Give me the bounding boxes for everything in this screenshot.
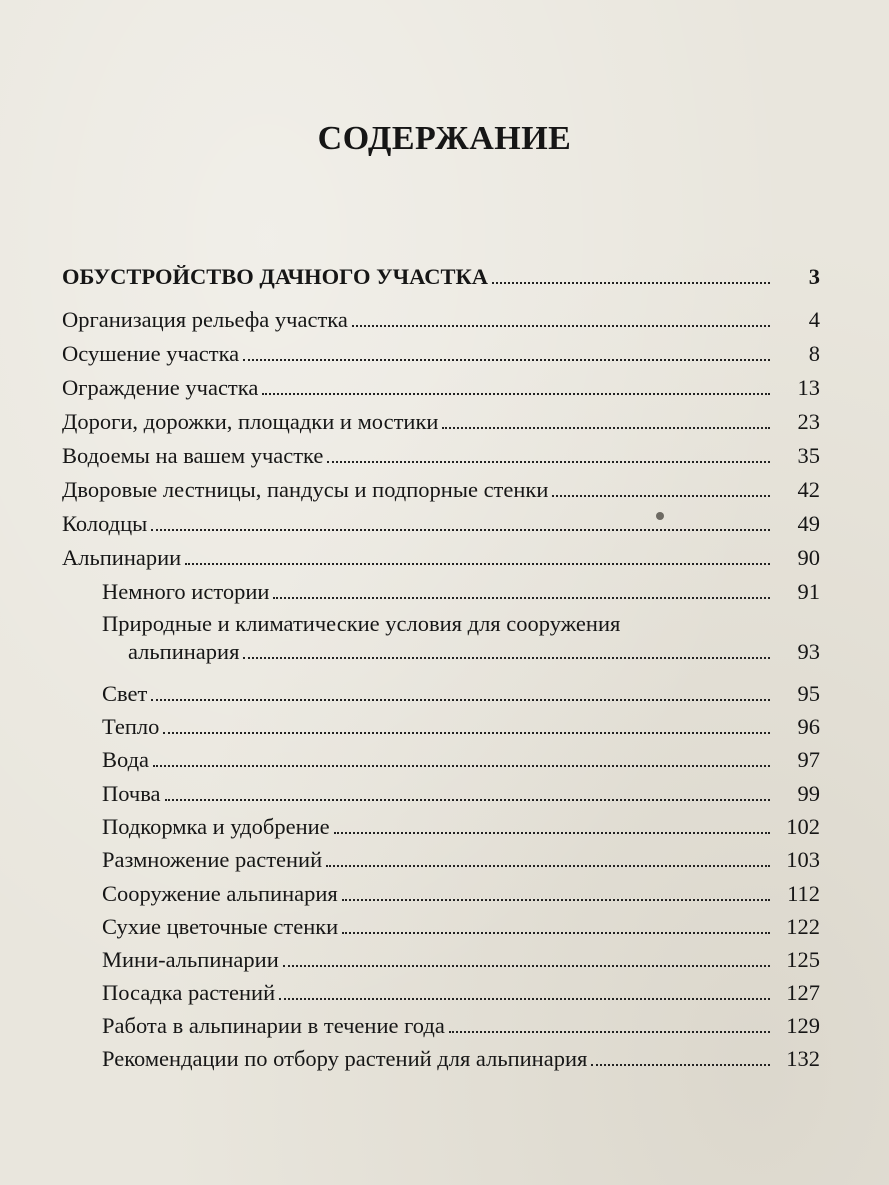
dot-leader bbox=[243, 342, 770, 362]
toc-page-number: 91 bbox=[797, 579, 820, 604]
toc-entry-label: Тепло bbox=[102, 714, 160, 739]
toc-entry-section bbox=[62, 263, 820, 291]
toc-page-number: 112 bbox=[787, 881, 820, 906]
toc-entry-label: Сухие цветочные стенки bbox=[102, 914, 339, 939]
dot-leader bbox=[243, 640, 770, 660]
toc-entry-sub bbox=[102, 1045, 820, 1073]
toc-entry-label: Организация рельефа участка bbox=[62, 307, 348, 332]
toc-page-number: 129 bbox=[786, 1013, 820, 1038]
toc-page-number: 8 bbox=[808, 341, 820, 366]
toc-entry-label: Посадка растений bbox=[102, 980, 276, 1005]
toc-entry-sub bbox=[102, 780, 820, 808]
dot-leader bbox=[442, 410, 770, 430]
toc-entry bbox=[62, 442, 820, 470]
dot-leader bbox=[151, 512, 770, 532]
dot-leader bbox=[552, 478, 770, 498]
toc-entry bbox=[62, 340, 820, 368]
toc-page-number: 96 bbox=[797, 714, 820, 739]
dot-leader bbox=[151, 682, 770, 702]
toc-page-number: 35 bbox=[797, 443, 820, 468]
toc-page-number: 127 bbox=[786, 980, 820, 1005]
toc-entry-label: Мини-альпинарии bbox=[102, 947, 279, 972]
toc-entry-sub bbox=[102, 913, 820, 941]
toc-entry-sub bbox=[102, 946, 820, 974]
toc-entry-label: Подкормка и удобрение bbox=[102, 814, 330, 839]
dot-leader bbox=[165, 782, 770, 802]
dot-leader bbox=[163, 715, 770, 735]
dot-leader bbox=[273, 580, 770, 600]
page-title: СОДЕРЖАНИЕ bbox=[317, 120, 572, 157]
toc-entry bbox=[62, 374, 820, 402]
toc-entry-sub bbox=[102, 610, 820, 666]
toc-entry-label: Работа в альпинарии в течение года bbox=[102, 1013, 445, 1038]
toc-entry-label: Водоемы на вашем участке bbox=[62, 443, 324, 468]
toc-entry-sub bbox=[102, 979, 820, 1007]
dot-leader bbox=[326, 848, 770, 868]
toc-entry bbox=[62, 306, 820, 334]
dot-leader bbox=[185, 546, 770, 566]
toc-page-number: 95 bbox=[797, 681, 820, 706]
dot-leader bbox=[262, 376, 770, 396]
toc-page-number: 132 bbox=[786, 1046, 820, 1071]
toc-entry-sub bbox=[102, 1012, 820, 1040]
toc-entry-label-line1: Природные и климатические условия для сооружения bbox=[102, 611, 621, 636]
dot-leader bbox=[591, 1047, 770, 1067]
toc-entry-sub bbox=[102, 578, 820, 606]
toc-entry-label: Колодцы bbox=[62, 511, 148, 536]
dot-leader bbox=[352, 308, 770, 328]
toc-page-number: 23 bbox=[797, 409, 820, 434]
dot-leader bbox=[342, 915, 770, 935]
toc-page-number: 102 bbox=[786, 814, 820, 839]
toc-page-number: 125 bbox=[786, 947, 820, 972]
toc-entry-label: Дворовые лестницы, пандусы и подпорные стенки bbox=[62, 477, 549, 502]
toc-entry-label: Сооружение альпинария bbox=[102, 881, 338, 906]
toc-entry-label: ОБУСТРОЙСТВО ДАЧНОГО УЧАСТКА bbox=[62, 264, 489, 289]
toc-page-number: 97 bbox=[797, 747, 820, 772]
toc-entry-label: Альпинарии bbox=[62, 545, 182, 570]
toc-entry bbox=[62, 510, 820, 538]
toc-page-number: 4 bbox=[808, 307, 820, 332]
toc-entry-label: Дороги, дорожки, площадки и мостики bbox=[62, 409, 439, 434]
dot-leader bbox=[283, 948, 770, 968]
toc-entry-label: Размножение растений bbox=[102, 847, 323, 872]
toc-entry-continuation bbox=[102, 638, 820, 666]
toc-entry-label: Свет bbox=[102, 681, 148, 706]
toc-entry-sub bbox=[102, 846, 820, 874]
toc-entry-sub bbox=[102, 746, 820, 774]
toc-entry bbox=[62, 544, 820, 572]
dot-leader bbox=[327, 444, 770, 464]
toc-entry-label-line2: альпинария bbox=[128, 639, 240, 664]
ink-speck bbox=[656, 512, 664, 520]
dot-leader bbox=[279, 981, 770, 1001]
dot-leader bbox=[449, 1014, 770, 1034]
toc-entry-label: Вода bbox=[102, 747, 150, 772]
toc-page-number: 3 bbox=[808, 264, 820, 289]
toc-page-number: 42 bbox=[797, 477, 820, 502]
dot-leader bbox=[342, 882, 770, 902]
toc-page-number: 99 bbox=[797, 781, 820, 806]
toc-page-number: 49 bbox=[797, 511, 820, 536]
dot-leader bbox=[334, 815, 770, 835]
toc-entry-label: Немного истории bbox=[102, 579, 270, 604]
toc-entry bbox=[62, 408, 820, 436]
toc-page-number: 13 bbox=[797, 375, 820, 400]
toc-entry-sub bbox=[102, 680, 820, 708]
toc-entry-label: Почва bbox=[102, 781, 161, 806]
toc-entry-label: Рекомендации по отбору растений для альпинария bbox=[102, 1046, 588, 1071]
dot-leader bbox=[492, 265, 770, 285]
toc-entry-sub bbox=[102, 880, 820, 908]
toc-page-number: 122 bbox=[786, 914, 820, 939]
dot-leader bbox=[153, 748, 770, 768]
toc-page-number: 93 bbox=[797, 639, 820, 664]
toc-entry-sub bbox=[102, 813, 820, 841]
toc-entry-label: Осушение участка bbox=[62, 341, 240, 366]
toc-entry-label: Ограждение участка bbox=[62, 375, 259, 400]
toc-entry bbox=[62, 476, 820, 504]
toc-page-number: 90 bbox=[797, 545, 820, 570]
toc-page-number: 103 bbox=[786, 847, 820, 872]
toc-entry-sub bbox=[102, 713, 820, 741]
